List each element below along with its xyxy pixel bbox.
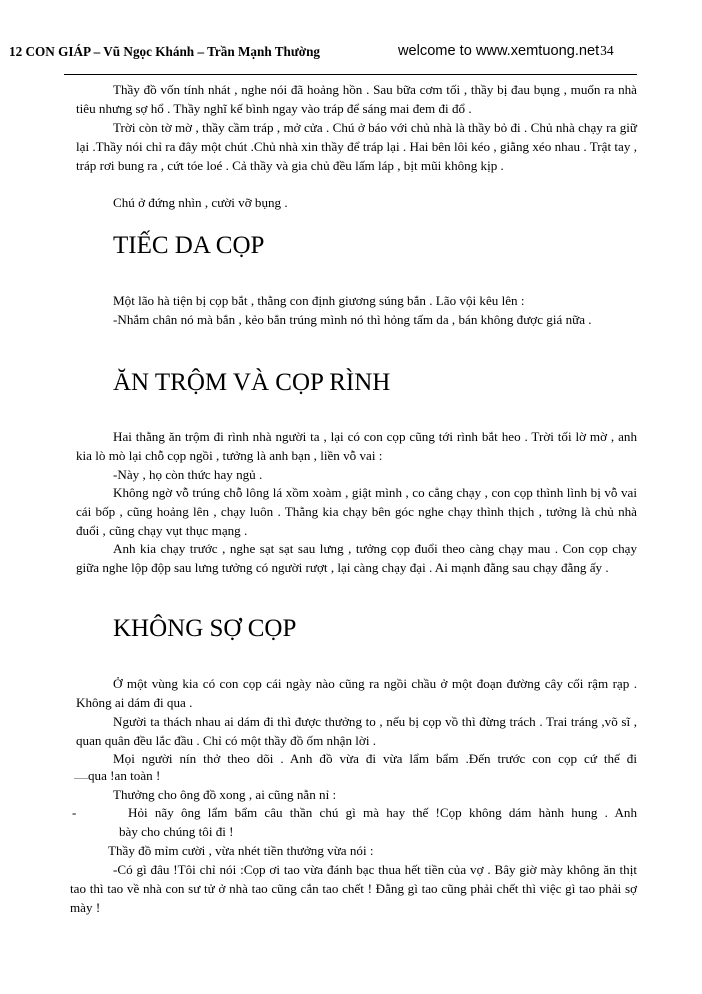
- prev-paragraph-1: Thầy đồ vốn tính nhát , nghe nói đã hoảng hồn . Sau bữa cơm tối , thầy bị đau bụng , muốn ra nhà tiêu nhưng sợ hổ . Thầy nghĩ kế bình ngay vào tráp để sáng mai đem đi đổ .: [76, 82, 637, 116]
- story3-paragraph-4: Thưởng cho ông đồ xong , ai cũng nằn nỉ :: [113, 787, 337, 802]
- dialogue-dash: -: [72, 805, 77, 820]
- header-divider: [64, 74, 637, 75]
- page-number: 34: [600, 43, 614, 58]
- story-title-an-trom-va-cop-rinh: ĂN TRỘM VÀ CỌP RÌNH: [113, 369, 391, 396]
- story3-paragraph-3-line-2: [74, 767, 160, 787]
- story3-paragraph-3-line-1: Mọi người nín thở theo dõi . Anh đồ vừa đi vừa lẩm bẩm .Đến trước con cọp cứ thế đi: [113, 751, 637, 766]
- story2-paragraph-4: Anh kia chạy trước , nghe sạt sạt sau lưng , tưởng cọp đuổi theo càng chạy mau . Con cọp chạy giữa nghe lộp độp sau lưng tưởng có người rượt , lại càng chạy đại . Ai mạnh đằng sau chạy đằng ấy .: [76, 541, 637, 575]
- story-title-tiec-da-cop: TIẾC DA CỌP: [113, 232, 265, 259]
- story1-paragraph-1: Một lão hà tiện bị cọp bắt , thằng con định giương súng bắn . Lão vội kêu lên :: [113, 293, 525, 308]
- story-title-khong-so-cop: KHÔNG SỢ CỌP: [113, 615, 297, 642]
- story2-paragraph-2: -Này , họ còn thức hay ngủ .: [113, 467, 263, 482]
- story3-paragraph-2: Người ta thách nhau ai dám đi thì được thưởng to , nếu bị cọp vồ thì đừng trách . Trai tráng ,võ sĩ , quan quân đều lắc đầu . Chỉ có một thầy đồ ốm nhận lời .: [76, 714, 637, 748]
- story1-paragraph-2: -Nhắm chân nó mà bắn , kẻo bắn trúng mình nó thì hỏng tấm da , bán không được giá nữa .: [113, 312, 592, 327]
- prev-paragraph-2: Trời còn tờ mờ , thầy cầm tráp , mở cửa . Chú ở báo với chủ nhà là thầy bỏ đi . Chủ nhà chạy ra giữ lại .Thầy nói chỉ ra đây một chút .Chủ nhà xin thầy để tráp lại . Hai bên lôi kéo , giằng xéo nhau . Trật tay , tráp rơi bung ra , cứt tóe loé . Cả thầy và gia chủ đều lấm láp , bịt mũi không kịp .: [76, 120, 637, 173]
- story3-paragraph-1: Ở một vùng kia có con cọp cái ngày nào cũng ra ngồi chầu ở một đoạn đường cây cối rậm rạp . Không ai dám đi qua .: [76, 676, 637, 710]
- header-website-line: [398, 43, 614, 59]
- prev-paragraph-3: Chú ở đứng nhìn , cười vỡ bụng .: [113, 195, 288, 210]
- story2-paragraph-3: Không ngờ vỗ trúng chỗ lông lá xồm xoàm , giật mình , co cẳng chạy , con cọp thình lình bị vỗ vai cái bốp , cũng hoảng lên , chạy luôn . Thằng kia chạy bên góc nghe chạy thình thịch , tưởng là chủ nhà đuổi , cũng chạy vụt thục mạng .: [76, 485, 637, 538]
- story3-paragraph-6: Thầy đồ mỉm cười , vừa nhét tiền thưởng vừa nói :: [108, 843, 374, 858]
- story3-paragraph-5-line-2: bày cho chúng tôi đi !: [119, 824, 234, 839]
- story3-paragraph-3-end: qua !an toàn !: [88, 768, 161, 783]
- dotted-leader: .......: [74, 772, 88, 781]
- story2-paragraph-1: Hai thằng ăn trộm đi rình nhà người ta , lại có con cọp cũng tới rình bắt heo . Trời tối lờ mờ , anh kia lò mò lại chỗ cọp ngồi , tưởng là anh bạn , liền vỗ vai :: [76, 429, 637, 463]
- header-website: welcome to www.xemtuong.net: [398, 43, 600, 59]
- story3-paragraph-7: -Có gì đâu !Tôi chỉ nói :Cọp ơi tao vừa đánh bạc thua hết tiền của vợ . Bây giờ mày không ăn thịt tao thì tao về nhà con sư tử ở nhà tao cũng cắn tao chết ! Đằng gì tao cũng phải chết thì việc gì tao phải sợ mày !: [70, 862, 637, 915]
- story3-paragraph-5-line-1: Hỏi nãy ông lẩm bẩm câu thần chú gì mà hay thế !Cọp không dám hành hung . Anh: [128, 805, 637, 820]
- header-title: 12 CON GIÁP – Vũ Ngọc Khánh – Trần Mạnh Thường: [9, 44, 321, 59]
